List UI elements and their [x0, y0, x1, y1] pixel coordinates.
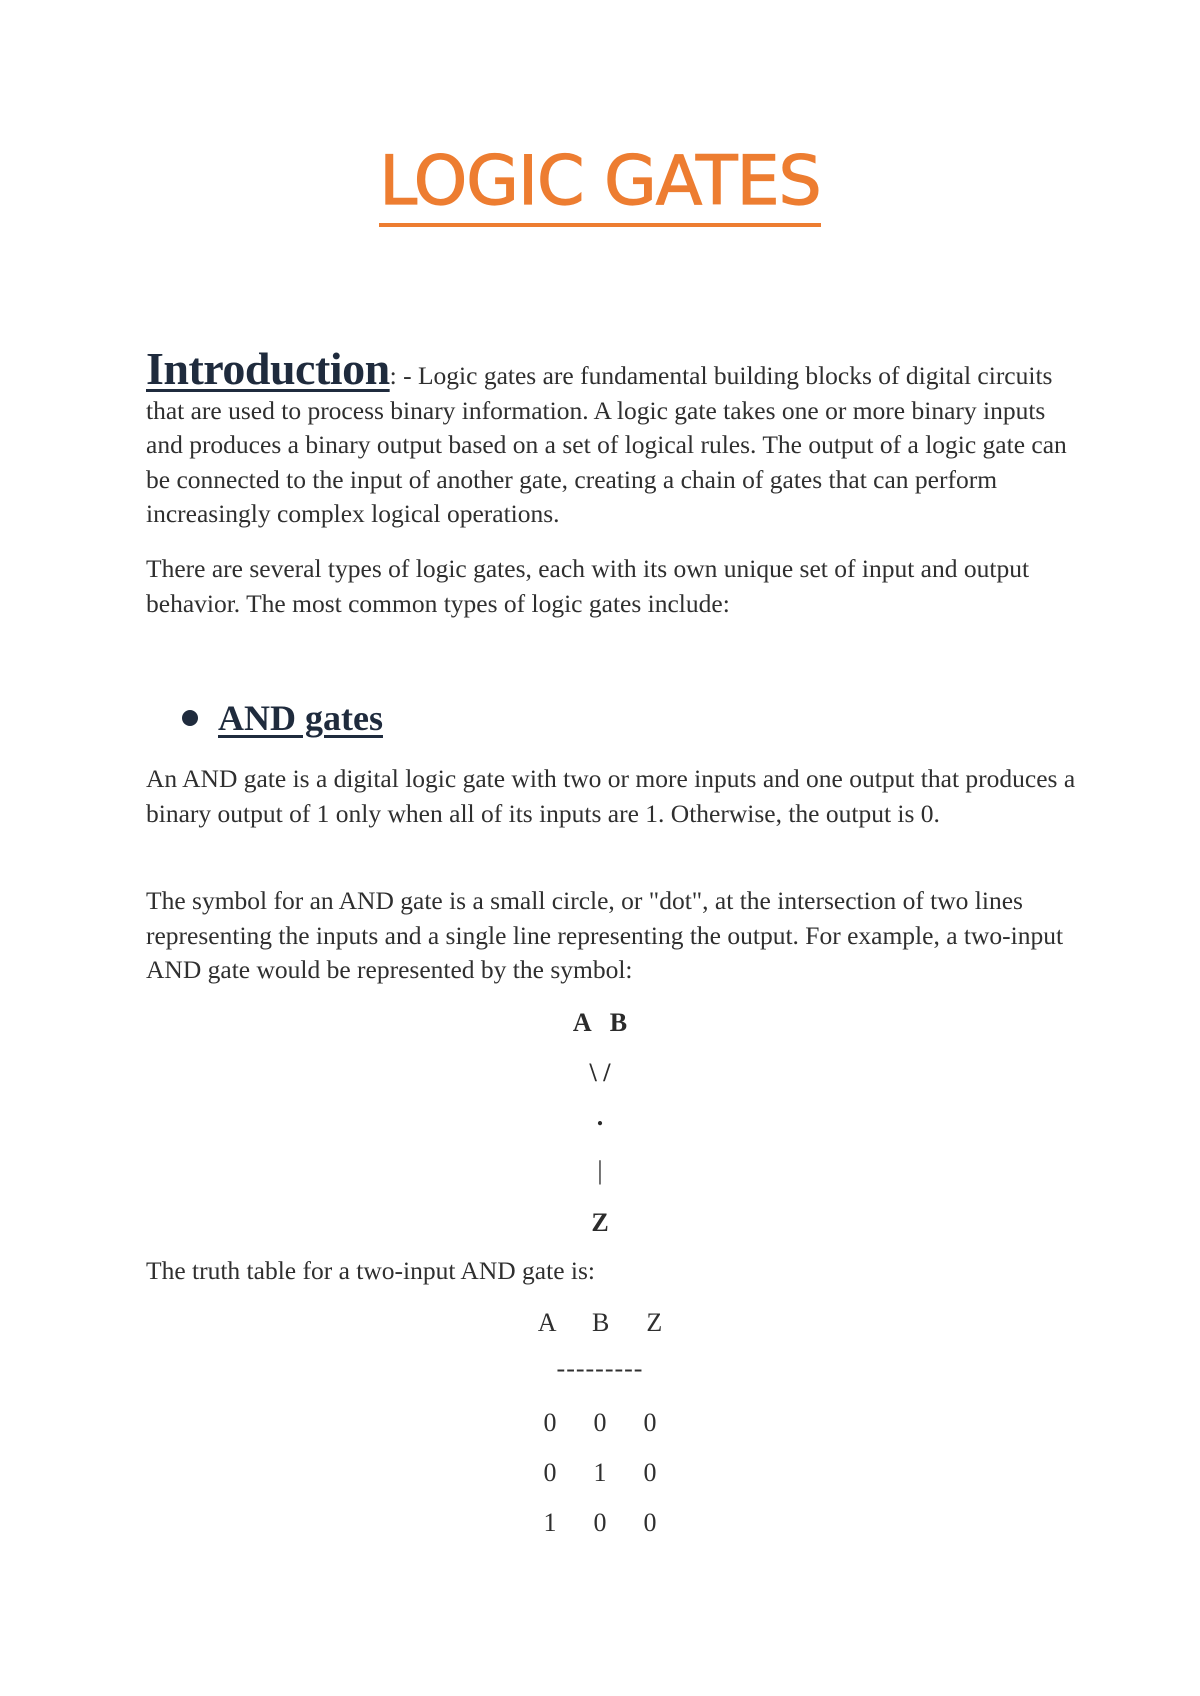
and-gate-description: An AND gate is a digital logic gate with two or more inputs and one output that produces a binary output of 1 only when all of its inputs are 1. Otherwise, the output is 0.	[146, 764, 1076, 828]
truth-table-separator: ---------	[556, 1354, 644, 1383]
introduction-heading: Introduction	[146, 343, 390, 394]
bullet-icon	[182, 710, 198, 726]
truth-table-row: 1 0 0	[543, 1508, 657, 1537]
types-paragraph: There are several types of logic gates, each with its own unique set of input and output behavior. The most common types of logic gates include:	[146, 554, 1030, 618]
introduction-text: : - Logic gates are fundamental building blocks of digital circuits that are used to process binary information. A logic gate takes one or more binary inputs and produces a binary output based on a set of logical rules. The output of a logic gate can be connected to the input of another gate, creating a chain of gates that can perform increasingly complex logical operations.	[146, 361, 1067, 528]
page-title-text: LOGIC GATES	[379, 142, 820, 227]
and-gates-heading	[182, 700, 383, 736]
introduction-paragraph	[146, 343, 1076, 532]
symbol-line-inputs: A B	[572, 1008, 628, 1037]
truth-table-row: 0 1 0	[543, 1458, 657, 1487]
page-title	[0, 142, 1200, 221]
symbol-line-output: Z	[591, 1208, 609, 1237]
and-gates-heading-label: AND gates	[218, 698, 383, 738]
truth-table-intro: The truth table for a two-input AND gate is:	[146, 1256, 595, 1285]
truth-table-header: A B Z	[537, 1308, 663, 1337]
symbol-line-joints: \ /	[589, 1058, 611, 1087]
symbol-line-dot: .	[596, 1102, 604, 1131]
truth-table-row: 0 0 0	[543, 1408, 657, 1437]
and-gate-symbol-description: The symbol for an AND gate is a small circle, or "dot", at the intersection of two lines representing the inputs and a single line representing the output. For example, a two-input AND gate would be represented by the symbol:	[146, 886, 1064, 984]
symbol-line-stem: |	[597, 1156, 603, 1185]
